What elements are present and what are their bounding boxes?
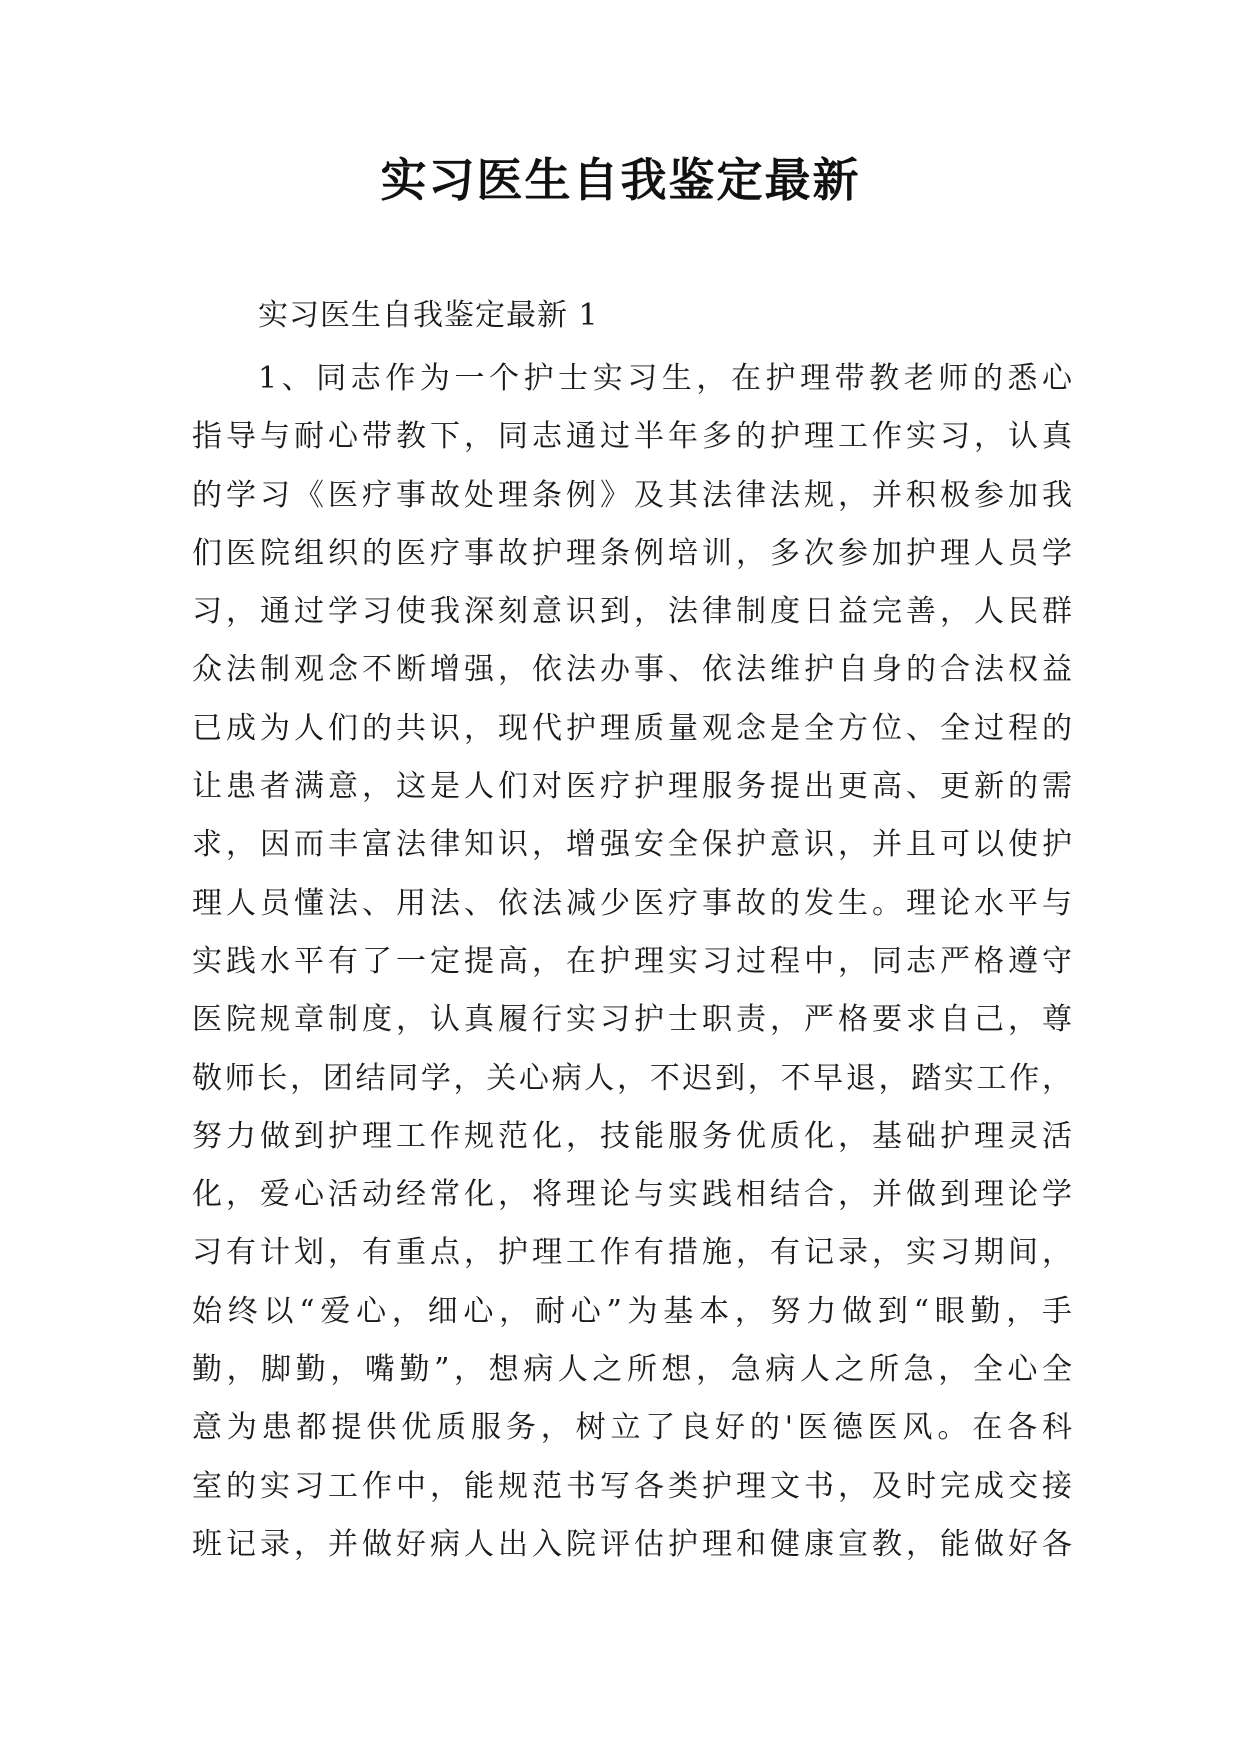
paragraph-line: 指导与耐心带教下，同志通过半年多的护理工作实习，认真 <box>192 419 1072 455</box>
paragraph-line: 努力做到护理工作规范化，技能服务优质化，基础护理灵活 <box>192 1118 1072 1154</box>
paragraph-line: 理人员懂法、用法、依法减少医疗事故的发生。理论水平与 <box>192 885 1072 921</box>
paragraph-line: 始终以“爱心，细心，耐心”为基本，努力做到“眼勤，手 <box>192 1293 1072 1329</box>
paragraph-line: 习有计划，有重点，护理工作有措施，有记录，实习期间， <box>192 1235 1072 1271</box>
paragraph-line: 敬师长，团结同学，关心病人，不迟到，不早退，踏实工作， <box>192 1060 1072 1096</box>
document-title: 实习医生自我鉴定最新 <box>380 153 861 207</box>
paragraph-line: 班记录，并做好病人出入院评估护理和健康宣教，能做好各 <box>192 1526 1072 1562</box>
paragraph-line: 众法制观念不断增强，依法办事、依法维护自身的合法权益 <box>192 652 1072 688</box>
paragraph-line: 1、同志作为一个护士实习生，在护理带教老师的悉心 <box>258 361 1072 396</box>
paragraph-line: 习，通过学习使我深刻意识到，法律制度日益完善，人民群 <box>192 594 1072 630</box>
paragraph-line: 求，因而丰富法律知识，增强安全保护意识，并且可以使护 <box>192 827 1072 863</box>
paragraph-line: 实践水平有了一定提高，在护理实习过程中，同志严格遵守 <box>192 943 1072 979</box>
body-paragraph <box>192 350 1072 1574</box>
paragraph-line: 医院规章制度，认真履行实习护士职责，严格要求自己，尊 <box>192 1002 1072 1038</box>
paragraph-line: 们医院组织的医疗事故护理条例培训，多次参加护理人员学 <box>192 535 1072 571</box>
paragraph-line: 勤，脚勤，嘴勤”，想病人之所想，急病人之所急，全心全 <box>192 1352 1072 1388</box>
paragraph-line: 的学习《医疗事故处理条例》及其法律法规，并积极参加我 <box>192 477 1072 513</box>
paragraph-line: 化，爱心活动经常化，将理论与实践相结合，并做到理论学 <box>192 1177 1072 1213</box>
section-heading: 实习医生自我鉴定最新 1 <box>258 298 599 333</box>
paragraph-line: 已成为人们的共识，现代护理质量观念是全方位、全过程的 <box>192 710 1072 746</box>
paragraph-line: 意为患都提供优质服务，树立了良好的'医德医风。在各科 <box>192 1410 1072 1446</box>
paragraph-line: 让患者满意，这是人们对医疗护理服务提出更高、更新的需 <box>192 769 1072 805</box>
paragraph-line: 室的实习工作中，能规范书写各类护理文书，及时完成交接 <box>192 1468 1072 1504</box>
